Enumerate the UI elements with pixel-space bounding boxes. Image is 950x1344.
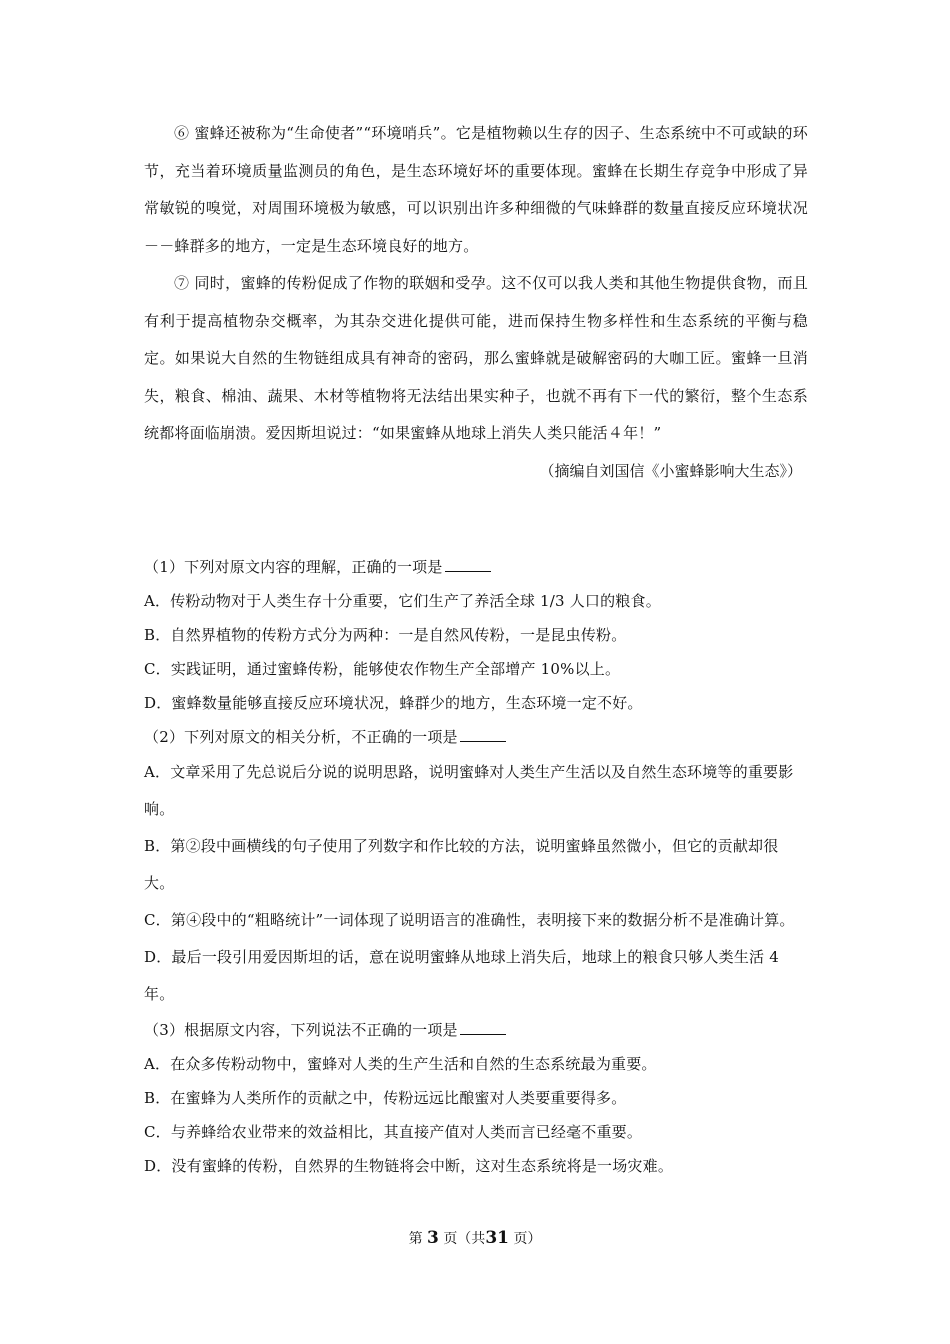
paragraph-6: ⑥ 蜜蜂还被称为“生命使者”“环境哨兵”。它是植物赖以生存的因子、生态系统中不可或缺的环节，充当着环境质量监测员的角色，是生态环境好坏的重要体现。蜜蜂在长期生存竞争中形成了异常敏锐的嗅觉，对周围环境极为敏感，可以识别出许多种细微的气味蜂群的数量直接反应环境状况－－蜂群多的地方，一定是生态环境良好的地方。 [144, 124, 808, 255]
footer-middle: 页（共 [443, 1231, 486, 1247]
article-text [144, 115, 808, 490]
option-c: C．第④段中的“粗略统计”一词体现了说明语言的准确性，表明接下来的数据分析不是准确计算。 [144, 911, 795, 929]
option-a: A．文章采用了先总说后分说的说明思路，说明蜜蜂对人类生产生活以及自然生态环境等的重要影响。 [144, 763, 794, 818]
option-b: B．自然界植物的传粉方式分为两种：一是自然风传粉，一是昆虫传粉。 [144, 626, 627, 644]
footer-suffix: 页） [513, 1231, 542, 1247]
option-d: D．没有蜜蜂的传粉，自然界的生物链将会中断，这对生态系统将是一场灾难。 [144, 1157, 674, 1175]
article-source: （摘编自刘国信《小蜜蜂影响大生态》） [539, 461, 802, 480]
total-pages: 31 [485, 1228, 509, 1248]
option-b: B．在蜜蜂为人类所作的贡献之中，传粉远远比酿蜜对人类要重要得多。 [144, 1089, 627, 1107]
option-d: D．蜜蜂数量能够直接反应环境状况，蜂群少的地方，生态环境一定不好。 [144, 694, 643, 712]
question-list [144, 550, 808, 1183]
footer-prefix: 第 [408, 1231, 423, 1247]
question-stem: （1）下列对原文内容的理解，正确的一项是 [144, 550, 808, 584]
answer-blank[interactable] [460, 727, 506, 742]
option-c: C．实践证明，通过蜜蜂传粉，能够使农作物生产全部增产 10%以上。 [144, 660, 621, 678]
question-2 [144, 720, 808, 1013]
question-stem: （2）下列对原文的相关分析，不正确的一项是 [144, 720, 808, 754]
question-stem: （3）根据原文内容，下列说法不正确的一项是 [144, 1013, 808, 1047]
question-3 [144, 1013, 808, 1183]
option-a: A．在众多传粉动物中，蜜蜂对人类的生产生活和自然的生态系统最为重要。 [144, 1055, 657, 1073]
option-a: A．传粉动物对于人类生存十分重要，它们生产了养活全球 1/3 人口的粮食。 [144, 592, 661, 610]
page-footer [0, 1228, 950, 1249]
option-d: D．最后一段引用爱因斯坦的话，意在说明蜜蜂从地球上消失后，地球上的粮食只够人类生活 4 年。 [144, 948, 779, 1003]
page-number: 3 [427, 1228, 439, 1248]
option-b: B．第②段中画横线的句子使用了列数字和作比较的方法，说明蜜蜂虽然微小，但它的贡献却很大。 [144, 837, 779, 892]
question-1 [144, 550, 808, 720]
answer-blank[interactable] [445, 557, 491, 572]
option-c: C．与养蜂给农业带来的效益相比，其直接产值对人类而言已经毫不重要。 [144, 1123, 643, 1141]
paragraph-7: ⑦ 同时，蜜蜂的传粉促成了作物的联姻和受孕。这不仅可以我人类和其他生物提供食物，而且有利于提高植物杂交概率，为其杂交进化提供可能，进而保持生物多样性和生态系统的平衡与稳定。如果说大自然的生物链组成具有神奇的密码，那么蜜蜂就是破解密码的大咖工匠。蜜蜂一旦消失，粮食、棉油、蔬果、木材等植物将无法结出果实种子，也就不再有下一代的繁衍，整个生态系统都将面临崩溃。爱因斯坦说过：“如果蜜蜂从地球上消失人类只能活４年！” [144, 274, 808, 442]
answer-blank[interactable] [460, 1020, 506, 1035]
